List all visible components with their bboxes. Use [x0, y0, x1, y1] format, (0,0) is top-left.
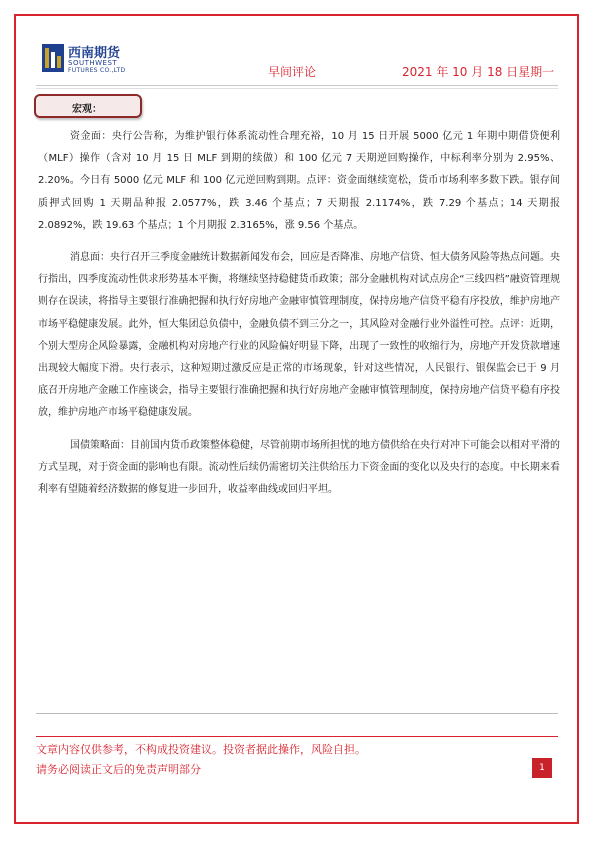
report-date: 2021 年 10 月 18 日星期一	[402, 65, 555, 79]
paragraph-news: 消息面：央行召开三季度金融统计数据新闻发布会，回应是否降准、房地产信贷、恒大债务风险等热点问题。央行指出，四季度流动性供求形势基本平衡，将继续坚持稳健货币政策；部分金融机构对试点房企“三线四档”融资管理规则存在误读，将指导主要银行准确把握和执行好房地产金融审慎管理制度，保持房地产信贷平稳有序投放，维护房地产市场平稳健康发展。此外，恒大集团总负债中，金融负债不到三分之一，其风险对金融行业外溢性可控。点评：近期，个别大型房企风险暴露，金融机构对房地产行业的风险偏好明显下降，出现了一致性的收缩行为，房地产开发贷款增速出现较大幅度下滑。央行表示，这种短期过激反应是正常的市场现象，针对这些情况，人民银行、银保监会已于 9 月底召开房地产金融工作座谈会，指导主要银行准确把握和执行好房地产金融审慎管理制度，保持房地产信贷平稳有序投放，维护房地产市场平稳健康发展。	[38, 252, 560, 419]
logo-name-en-2: FUTURES CO.,LTD	[68, 67, 126, 74]
header-divider-secondary	[36, 88, 558, 89]
section-tag-macro	[34, 94, 142, 118]
logo-mark-icon	[42, 44, 64, 72]
section-tag-label: 宏观：	[72, 104, 102, 115]
article-body	[38, 126, 560, 501]
paragraph-funding: 资金面：央行公告称，为维护银行体系流动性合理充裕，10 月 15 日开展 5000 亿元 1 年期中期借贷便利（MLF）操作（含对 10 月 15 日 MLF 到期的续做）和 100 亿元 7 天期逆回购操作，中标利率分别为 2.95%、2.20%。今日有 5000 亿元 MLF 和 100 亿元逆回购到期。点评：资金面继续宽松，货币市场利率多数下跌。银存间质押式回购 1 天期品种报 2.0577%，跌 3.46 个基点；7 天期报 2.1174%，跌 7.29 个基点；14 天期报 2.0892%，跌 19.63 个基点；1 个月期报 2.3165%，涨 9.56 个基点。	[38, 131, 560, 231]
logo-name-cn: 西南期货	[68, 46, 121, 61]
header-divider	[36, 85, 558, 86]
disclaimer-line-2: 请务必阅读正文后的免责声明部分	[36, 763, 201, 776]
disclaimer-line-1: 文章内容仅供参考，不构成投资建议。投资者据此操作，风险自担。	[36, 743, 366, 756]
logo-name-en-1: SOUTHWEST	[68, 59, 118, 67]
footer-divider	[36, 713, 558, 714]
report-title: 早间评论	[268, 65, 317, 79]
footer-divider-red	[36, 736, 558, 737]
company-logo	[42, 42, 128, 76]
page-number-badge: 1	[532, 758, 552, 778]
paragraph-bond-strategy: 国债策略面：目前国内货币政策整体稳健，尽管前期市场所担忧的地方债供给在央行对冲下可能会以相对平滑的方式呈现，对于资金面的影响也有限。流动性后续仍需密切关注供给压力下资金面的变化以及央行的态度。中长期来看利率有望随着经济数据的修复进一步回升，收益率曲线或回归平坦。	[38, 439, 560, 496]
